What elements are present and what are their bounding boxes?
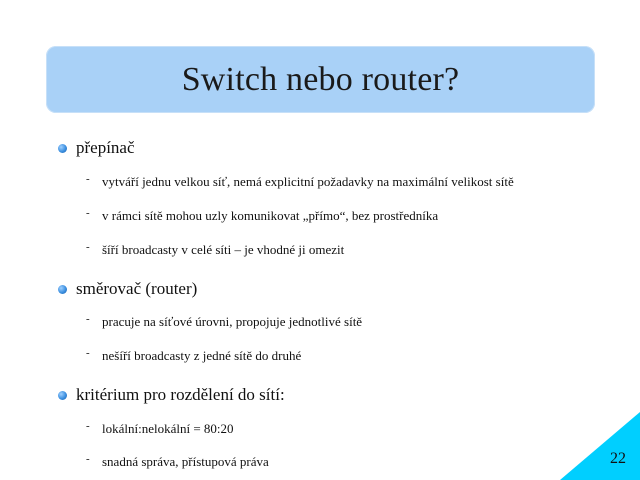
list-item: - šíří broadcasty v celé síti – je vhodné ji omezit <box>86 241 345 257</box>
bullet-icon <box>58 285 67 294</box>
list-item: - lokální:nelokální = 80:20 <box>86 420 234 436</box>
dash-icon: - <box>86 241 90 253</box>
list-item: - v rámci sítě mohou uzly komunikovat „přímo“, bez prostředníka <box>86 207 439 223</box>
slide-title: Switch nebo router? <box>181 60 460 98</box>
bullet-icon <box>58 391 67 400</box>
dash-icon: - <box>86 173 90 185</box>
dash-icon: - <box>86 453 90 465</box>
section-heading: přepínač <box>58 138 135 158</box>
list-item: - nešíří broadcasty z jedné sítě do druhé <box>86 347 302 363</box>
bullet-icon <box>58 144 67 153</box>
dash-icon: - <box>86 347 90 359</box>
list-item: - vytváří jednu velkou síť, nemá explicitní požadavky na maximální velikost sítě <box>86 173 514 189</box>
list-item: - snadná správa, přístupová práva <box>86 453 269 469</box>
page-number: 22 <box>610 450 626 467</box>
section-heading: kritérium pro rozdělení do sítí: <box>58 385 285 405</box>
dash-icon: - <box>86 313 90 325</box>
dash-icon: - <box>86 207 90 219</box>
list-item: - pracuje na síťové úrovni, propojuje jednotlivé sítě <box>86 313 363 329</box>
corner-decoration <box>560 412 640 480</box>
section-heading: směrovač (router) <box>58 279 197 299</box>
dash-icon: - <box>86 420 90 432</box>
